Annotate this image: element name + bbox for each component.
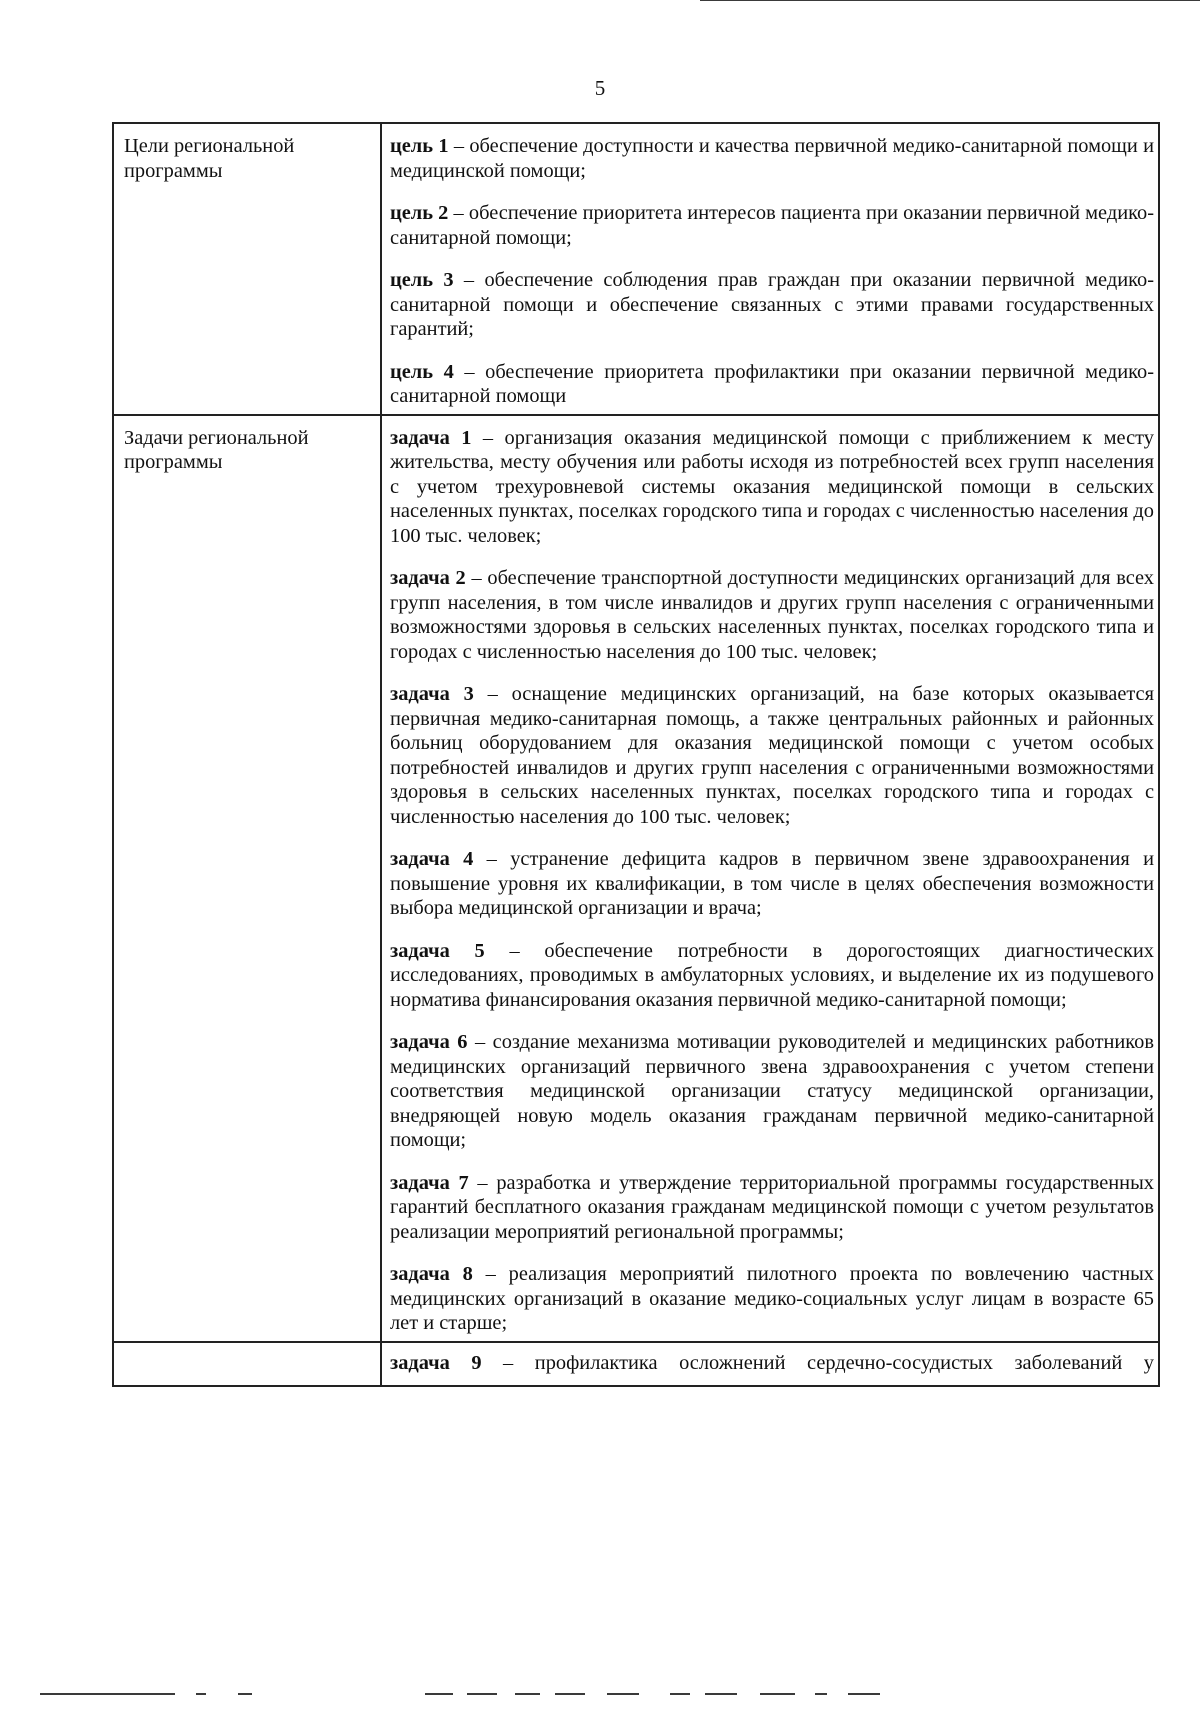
item-term: задача 8: [390, 1263, 473, 1285]
item-term: задача 1: [390, 426, 472, 449]
scan-edge-line: [700, 0, 1200, 1]
scan-edge-line: [848, 1693, 880, 1695]
scan-edge-line: [515, 1693, 540, 1695]
scan-edge-line: [196, 1693, 206, 1695]
list-item: [390, 939, 1154, 1013]
item-term: цель 1: [390, 135, 449, 157]
list-item: [390, 426, 1154, 549]
scan-edge-line: [760, 1693, 795, 1695]
list-item: [390, 566, 1154, 664]
list-item: [390, 134, 1154, 183]
item-text: – обеспечение приоритета интересов пациента при оказании первичной медико-санитарной помощи;: [390, 202, 1154, 249]
item-text: – профилактика осложнений сердечно-сосудистых заболеваний у: [481, 1351, 1154, 1374]
scan-edge-line: [425, 1693, 453, 1695]
page-number: 5: [594, 76, 606, 100]
row-content: [381, 415, 1159, 1342]
row-label: [113, 1342, 381, 1386]
item-term: задача 6: [390, 1031, 468, 1053]
item-term: задача 4: [390, 848, 474, 870]
row-content: [381, 123, 1159, 415]
item-term: цель 3: [390, 269, 454, 291]
table-row: [113, 415, 1159, 1342]
row-label: Задачи региональной программы: [113, 415, 381, 1342]
list-item: [390, 1171, 1154, 1245]
item-term: задача 5: [390, 939, 485, 962]
item-text: – устранение дефицита кадров в первичном звене здравоохранения и повышение уровня их квалификации, в том числе в целях обеспечения возможности выбора медицинской организации и врача;: [390, 848, 1154, 919]
scan-edge-line: [607, 1693, 639, 1695]
table-row: [113, 123, 1159, 415]
item-text: – обеспечение соблюдения прав граждан при оказании первичной медико-санитарной помощи и обеспечение связанных с этими правами государственных гарантий;: [390, 269, 1154, 340]
scan-edge-line: [40, 1693, 175, 1695]
scan-edge-line: [705, 1693, 737, 1695]
list-item: [390, 201, 1154, 250]
list-item: [390, 1351, 1154, 1376]
scan-edge-line: [670, 1693, 690, 1695]
item-text: – оснащение медицинских организаций, на базе которых оказывается первичная медико-санитарная помощь, а также центральных районных и районных больниц оборудованием для оказания медицинской помощи с учетом особых потребностей инвалидов и других групп населения с ограниченными возможностями здоровья в сельских населенных пунктах, поселках городского типа и городах с численностью населения до 100 тыс. человек;: [390, 683, 1154, 828]
scan-edge-line: [815, 1693, 827, 1695]
list-item: [390, 268, 1154, 342]
item-text: – разработка и утверждение территориальной программы государственных гарантий бесплатного оказания гражданам медицинской помощи с учетом результатов реализации мероприятий региональной программы;: [390, 1171, 1154, 1243]
scan-edge-line: [238, 1693, 252, 1695]
item-text: – обеспечение приоритета профилактики при оказании первичной медико-санитарной помощи: [390, 360, 1154, 407]
list-item: [390, 682, 1154, 829]
item-term: цель 4: [390, 360, 454, 383]
list-item: [390, 847, 1154, 921]
item-term: задача 9: [390, 1351, 482, 1374]
item-text: – создание механизма мотивации руководителей и медицинских работников медицинских организаций первичного звена здравоохранения с учетом степени соответствия медицинской организации статусу медицинской организации, внедряющей новую модель оказания гражданам первичной медико-санитарной помощи;: [390, 1031, 1154, 1151]
item-text: – организация оказания медицинской помощи с приближением к месту жительства, месту обучения или работы исходя из потребностей всех групп населения с учетом трехуровневой системы оказания медицинской помощи в сельских населенных пунктах, поселках городского типа и городах с численностью населения до 100 тыс. человек;: [390, 426, 1154, 547]
table-row: [113, 1342, 1159, 1386]
list-item: [390, 1030, 1154, 1153]
item-term: цель 2: [390, 202, 449, 224]
item-text: – обеспечение доступности и качества первичной медико-санитарной помощи и медицинской помощи;: [390, 135, 1155, 182]
item-term: задача 2: [390, 567, 466, 589]
item-text: – обеспечение транспортной доступности медицинских организаций для всех групп населения, в том числе инвалидов и других групп населения с ограниченными возможностями здоровья в сельских населенных пунктах, поселках городского типа и городах с численностью населения до 100 тыс. человек;: [390, 567, 1154, 663]
row-content: [381, 1342, 1159, 1386]
item-term: задача 3: [390, 683, 474, 705]
list-item: [390, 1262, 1154, 1336]
scan-edge-line: [555, 1693, 585, 1695]
row-label: Цели региональной программы: [113, 123, 381, 415]
item-text: – реализация мероприятий пилотного проекта по вовлечению частных медицинских организаций в оказание медико-социальных услуг лицам в возрасте 65 лет и старше;: [390, 1263, 1154, 1334]
list-item: [390, 360, 1154, 409]
item-text: – обеспечение потребности в дорогостоящих диагностических исследованиях, проводимых в амбулаторных условиях, и выделение их из подушевого норматива финансирования оказания первичной медико-санитарной помощи;: [390, 939, 1154, 1011]
scan-edge-line: [467, 1693, 497, 1695]
item-term: задача 7: [390, 1171, 469, 1194]
program-passport-table: [112, 122, 1160, 1387]
